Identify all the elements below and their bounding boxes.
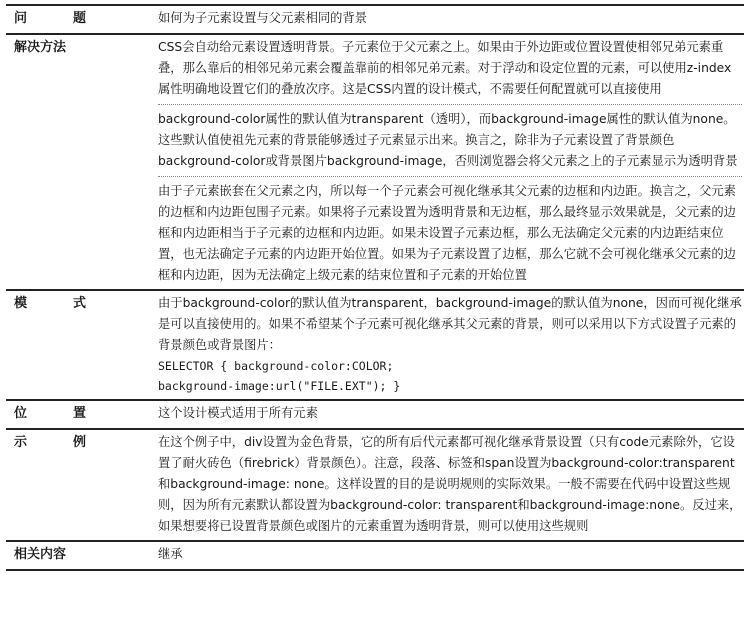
example-text: 在这个例子中，div设置为金色背景，它的所有后代元素都可视化继承背景设置（只有code元素除外，它设置了耐火砖色（firebrick）背景颜色）。注意，段落、标签和span设置为background-color:transparent和background-image: none。这样设置的目的是说明规则的实际效果。一般不需要在代码中设置这些规则，因为所有元素默认都设置为background-color: transparent和background-image:none。反过来，如果想要将已设置背景颜色或图片的元素重置为透明背景，则可以使用这些规则 bbox=[158, 429, 744, 541]
pattern-code-line-2: background-image:url("FILE.EXT"); } bbox=[158, 379, 401, 393]
label-pattern: 模 式 bbox=[6, 290, 158, 400]
pattern-text: 由于background-color的默认值为transparent，background-image的默认值为none，因而可视化继承是可以直接使用的。如果不希望某个子元素可视化继承其父元素的背景，则可以采用以下方式设置子元素的背景颜色或背景图片： bbox=[158, 296, 742, 352]
problem-text: 如何为子元素设置与父元素相同的背景 bbox=[158, 5, 744, 34]
row-problem bbox=[6, 5, 744, 34]
solution-paragraph-2: background-color属性的默认值为transparent（透明），而background-image属性的默认值为none。这些默认值使祖先元素的背景能够透过子元素显示出来。换言之，除非为子元素设置了背景颜色background-color或背景图片background-image，否则浏览器会将父元素之上的子元素显示为透明背景 bbox=[158, 104, 742, 172]
row-solution bbox=[6, 34, 744, 290]
pattern-table bbox=[6, 4, 744, 571]
location-text: 这个设计模式适用于所有元素 bbox=[158, 400, 744, 429]
row-pattern bbox=[6, 290, 744, 400]
related-text: 继承 bbox=[158, 541, 744, 570]
design-pattern-sheet bbox=[6, 4, 744, 571]
label-related: 相关内容 bbox=[6, 541, 158, 570]
label-problem: 问 题 bbox=[6, 5, 158, 34]
label-example: 示 例 bbox=[6, 429, 158, 541]
row-location bbox=[6, 400, 744, 429]
solution-paragraph-3: 由于子元素嵌套在父元素之内，所以每一个子元素会可视化继承其父元素的边框和内边距。换言之，父元素的边框和内边距包围子元素。如果将子元素设置为透明背景和无边框，那么最终显示效果就是，父元素的边框和内边距相当于子元素的边框和内边距。如果未设置子元素边框，那么无法确定父元素的内边距结束位置，也无法确定子元素的内边距开始位置。如果为子元素设置了边框，那么它就不会可视化继承父元素的边框和内边距，因为无法确定上级元素的结束位置和子元素的开始位置 bbox=[158, 176, 742, 286]
row-related bbox=[6, 541, 744, 570]
pattern-content bbox=[158, 290, 744, 400]
solution-content bbox=[158, 34, 744, 290]
label-location: 位 置 bbox=[6, 400, 158, 429]
pattern-code-line-1: SELECTOR { background-color:COLOR; bbox=[158, 359, 394, 373]
row-example bbox=[6, 429, 744, 541]
label-solution: 解决方法 bbox=[6, 34, 158, 290]
solution-paragraph-1: CSS会自动给元素设置透明背景。子元素位于父元素之上。如果由于外边距或位置设置使相邻兄弟元素重叠，那么靠后的相邻兄弟元素会覆盖靠前的相邻兄弟元素。对于浮动和设定位置的元素，可以使用z-index属性明确地设置它们的叠放次序。这是CSS内置的设计模式，不需要任何配置就可以直接使用 bbox=[158, 40, 732, 96]
